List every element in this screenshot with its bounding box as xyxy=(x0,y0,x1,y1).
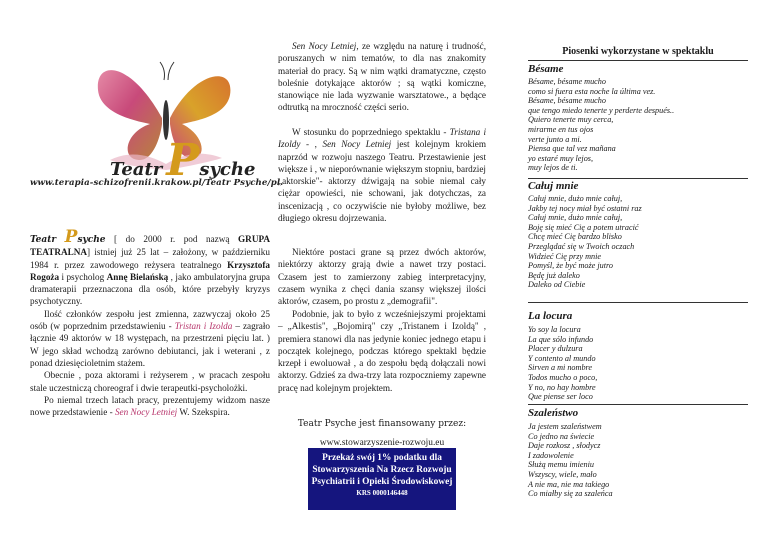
divider xyxy=(528,404,748,405)
donate-line-3: Psychiatrii i Opieki Środowiskowej xyxy=(311,477,453,487)
funding-note xyxy=(278,417,486,450)
donate-line-1: Przekaż swój 1% podatku dla xyxy=(322,453,442,463)
lyric-line: Co jedno na świecie xyxy=(528,431,595,441)
new-show-text: Po niemal trzech latach pracy, prezentujemy widzom nasze nowe przedstawienie - xyxy=(30,394,270,418)
lyric-line: Yo soy la locura xyxy=(528,325,581,334)
intro-t1: [ do 2000 r. pod nazwą xyxy=(105,234,239,244)
play-sen-nocy: Sen Nocy Letniej xyxy=(114,407,178,418)
middle-column xyxy=(278,0,486,543)
m2-c: jest kolejnym krokiem naprzód w rozwoju naszego Teatru. Przestawienie jest większe i , w nieporównanie większym stopniu, bardziej „aktorskie"- aktorzy dźwigają na sobie niemal cały ciężar opowieści, nie schowani, jak dotychczas, za inscenizacją , co oczywiście nie byłoby możliwe, bez długiego okresu dojrzewania. xyxy=(278,139,486,224)
lyric-line: muy lejos de ti. xyxy=(528,163,578,173)
lyric-line: Widzieć Cię przy mnie xyxy=(528,251,601,261)
lyric-line: como si fuera esta noche la última vez. xyxy=(528,86,656,96)
right-column xyxy=(528,0,748,543)
lyric-line: A nie ma, nie ma takiego xyxy=(528,479,610,489)
lyric-line: Piensa que tal vez mañana xyxy=(528,144,616,154)
lyric-line: Todos mucho o poco, xyxy=(528,372,598,382)
m2-a: W stosunku do poprzedniego spektaklu - xyxy=(292,127,450,137)
krs-number: KRS 0000146448 xyxy=(356,489,408,497)
teatr-psyche-logo xyxy=(90,40,256,200)
logo-syche: syche xyxy=(199,159,256,180)
lyric-line: Całuj mnie, dużo mnie całuj, xyxy=(528,213,623,223)
song-lyrics-la-locura xyxy=(528,325,748,402)
lyric-line: Daje rozkosz , słodycz xyxy=(528,441,601,451)
intro-grupa: GRUPA TEATRALNA xyxy=(30,234,271,258)
m1-play: Sen Nocy Letniej xyxy=(292,41,357,51)
lyric-line: Y contento al mundo xyxy=(528,353,596,363)
intro-director: Krzysztofa Rogoża xyxy=(30,259,270,282)
website-url: www.terapia-schizofrenii.krakow.pl/Teatr Psyche/pl. xyxy=(30,178,284,188)
lyric-line: Będę już daleko xyxy=(528,270,580,280)
song-title-la-locura: La locura xyxy=(528,310,573,322)
left-text xyxy=(30,227,271,418)
lyric-line: Sirven a mi nombre xyxy=(528,363,593,373)
intro-paragraph xyxy=(30,227,271,308)
new-show-text-b: W. Szekspira. xyxy=(177,407,230,418)
staff-paragraph: Obecnie , poza aktorami i reżyserem , w pracach zespołu stale uczestniczą choreograf i dwie terapeutki-psycholożki. xyxy=(30,370,270,393)
play-tristan: Tristan i Izolda xyxy=(174,321,233,332)
lyric-line: Boję się mieć Cię a potem utracić xyxy=(528,222,639,232)
lyric-line: Placer y dulzura xyxy=(528,344,583,354)
intro-big-p: P xyxy=(64,227,78,247)
lyric-line: Chcę mieć Cię bardzo blisko xyxy=(528,232,622,242)
funding-url-link[interactable]: www.stowarzyszenie-rozwoju.eu xyxy=(319,438,445,448)
lyric-line: Quiero tenerte muy cerca, xyxy=(528,115,614,125)
intro-t2: ] istniej już 25 lat – założony, w październiku 1984 r. przez zawodowego reżysera teatralnego xyxy=(30,247,270,270)
m2-play2: Sen Nocy Letniej xyxy=(322,139,392,150)
funding-text: jest finansowany przez: xyxy=(356,419,467,429)
lyric-line: Co miałby się za szaleńca xyxy=(528,489,613,499)
logo-teatr: Teatr xyxy=(110,159,163,180)
divider xyxy=(528,302,748,303)
intro-t4: , jako ambulatoryjna grupa dramaterapii przeznaczona dla osób, które przebyły kryzys psychotyczny. xyxy=(30,271,270,307)
intro-teatr: Teatr xyxy=(30,235,57,245)
funding-teatr: Teatr Psyche xyxy=(297,419,357,429)
song-title-szalenstwo: Szaleństwo xyxy=(528,407,579,419)
lyric-line: La que sólo infundo xyxy=(528,334,594,344)
lyric-line: Ja jestem szaleństwem xyxy=(528,422,602,431)
song-lyrics-besame xyxy=(528,77,748,173)
lyric-line: verte junto a mi. xyxy=(528,134,582,144)
song-title-besame: Bésame xyxy=(528,63,564,75)
middle-paragraph-3: Niektóre postaci grane są przez dwóch aktorów, niektórzy aktorzy grają dwie a nawet trzy postaci. Czasem jest to zamierzony zabieg interpretacyjny, czasem wynika z chęci dania szansy większej ilości aktorów, czasem, po prostu z „demografii". xyxy=(278,247,486,307)
lyric-line: I zadowolenie xyxy=(528,450,574,460)
members-text-b: – zagrało łącznie 49 aktorów w 18 występach, na przestrzeni pięciu lat. ) W jego skład wchodzą zarówno debiutanci, jak i weterani , z ponad dziesięcioletnim stażem. xyxy=(30,321,270,368)
lyric-line: Pomyśl, że być może jutro xyxy=(528,261,613,271)
m2-b: - , xyxy=(300,139,323,150)
middle-paragraph-4: Podobnie, jak to było z wcześniejszymi projektami – „Alkestis", „Bojomirą" czy „Tristanem i Izoldą" , premiera stanowi dla nas jedynie koniec jednego etapu i początek kolejnego, podczas którego spektakl będzie krzepł i ewoluował , a do zespołu będą dołączali nowi aktorzy. Gdzieś za dwa-trzy lata rozpoczniemy zapewne pracę nad kolejnym projektem. xyxy=(278,309,486,393)
members-paragraph xyxy=(30,308,270,369)
divider xyxy=(528,60,748,61)
lyric-line: que tengo miedo tenerte y perderte después.. xyxy=(528,105,675,115)
lyric-line: Jakby tej nocy miał być ostatni raz xyxy=(528,203,642,213)
intro-t3: i psycholog xyxy=(59,271,107,282)
logo-big-p: P xyxy=(166,135,200,186)
left-column xyxy=(30,0,284,543)
middle-paragraph-1 xyxy=(278,40,486,114)
lyric-line: Bésame, bésame mucho xyxy=(528,96,606,106)
donate-line-2: Stowarzyszenia Na Rzecz Rozwoju xyxy=(312,465,452,475)
lyric-line: mirarme en tus ojos xyxy=(528,124,594,134)
lyric-line: yo estaré muy lejos, xyxy=(528,153,594,163)
lyric-line: Przeglądać się w Twoich oczach xyxy=(528,241,635,251)
intro-syche: syche xyxy=(77,235,106,245)
members-text: Ilość członków zespołu jest zmienna, zazwyczaj około 25 osób (w poprzednim przedstawieniu - xyxy=(30,308,270,332)
lyric-line: Całuj mnie, dużo mnie całuj, xyxy=(528,194,623,203)
m2-play1: Tristana i Izoldy xyxy=(278,127,486,150)
songs-title: Piosenki wykorzystane w spektaklu xyxy=(562,46,714,57)
logo-wordmark xyxy=(110,135,256,186)
lyric-line: Wszyscy, wiele, mało xyxy=(528,469,597,479)
song-lyrics-szalenstwo xyxy=(528,422,748,499)
lyric-line: Bésame, bésame mucho xyxy=(528,77,606,86)
song-title-caluj: Całuj mnie xyxy=(528,180,579,192)
lyric-line: Y no, no hay hombre xyxy=(528,382,596,392)
lyric-line: Służą memu imieniu xyxy=(528,460,594,470)
intro-psychologist: Annę Bielańską xyxy=(106,271,169,282)
divider xyxy=(528,178,748,179)
lyric-line: Daleko od Ciebie xyxy=(528,280,586,290)
lyric-line: Que piense ser loco xyxy=(528,392,593,402)
m1-text: , ze względu na naturę i trudność, poruszanych w nim tematów, to dla nas znakomity materiał do pracy. Są w nim wątki dramatyczne, często boleśnie dotykające aktorów ; są wątki komiczne, stanowiące nie lada wyzwanie warsztatowe., a będące odtrutką na mroczność części serio. xyxy=(278,41,486,113)
donation-box xyxy=(308,448,456,510)
new-show-paragraph xyxy=(30,394,270,419)
song-lyrics-caluj xyxy=(528,194,748,290)
middle-paragraph-2 xyxy=(278,126,486,224)
